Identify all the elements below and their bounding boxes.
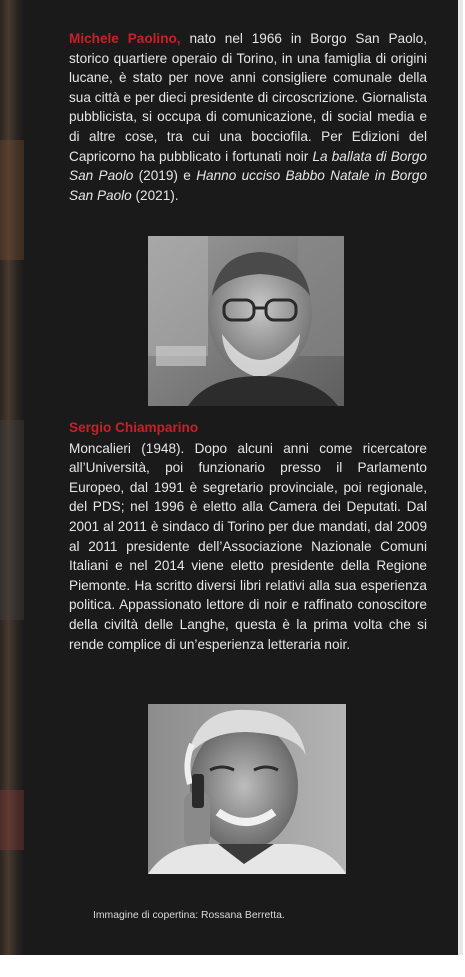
bio-paolino-text-3: (2021).: [131, 187, 179, 203]
book-title-babbo-natale: Hanno ucciso Babbo Natale in Borgo San Paolo: [69, 168, 428, 203]
cover-edge: [0, 0, 24, 968]
cover-image-credit: Immagine di copertina: Rossana Berretta.: [93, 910, 285, 921]
page-edge: [458, 0, 463, 968]
author-name-chiamparino: Sergio Chiamparino: [69, 420, 199, 435]
bio-paolino-text-2: (2019) e: [133, 168, 197, 184]
page-margin: [0, 955, 465, 977]
bio-paolino-text-1: nato nel 1966 in Borgo San Paolo, storico quartiere operaio di Torino, in una famiglia di origini lucane, è stato per nove anni consigliere comunale della sua città e per dieci presidente di circoscrizione. Giornalista pubblicista, si occupa di comunicazione, di social media e di altre cose, tra cui una bocciofila. Per Edizioni del Capricorno ha pubblicato i fortunati noir: [69, 31, 427, 164]
author-photo-paolino: [148, 236, 344, 406]
author-photo-chiamparino: [148, 704, 346, 874]
bio-chiamparino-text: Moncalieri (1948). Dopo alcuni anni come ricercatore all’Università, poi funzionario presso il Parlamento Europeo, dal 1991 è segretario provinciale, poi regionale, del PDS; nel 1996 è eletto alla Camera dei Deputati. Dal 2001 al 2011 è sindaco di Torino per due mandati, dal 2009 al 2011 presidente dell’Associazione Nazionale Comuni Italiani e nel 2014 viene eletto presidente della Regione Piemonte. Ha scritto diversi libri relativi alla sua esperienza politica. Appassionato lettore di noir e raffinato conoscitore della civiltà delle Langhe, questa è la prima volta che si rende complice di un’esperienza letteraria noir.: [69, 440, 427, 652]
bio-paolino: [69, 29, 427, 205]
author-name-paolino: Michele Paolino,: [69, 31, 181, 46]
book-title-ballata: La ballata di Borgo San Paolo: [69, 148, 427, 184]
bio-chiamparino: [69, 418, 427, 654]
